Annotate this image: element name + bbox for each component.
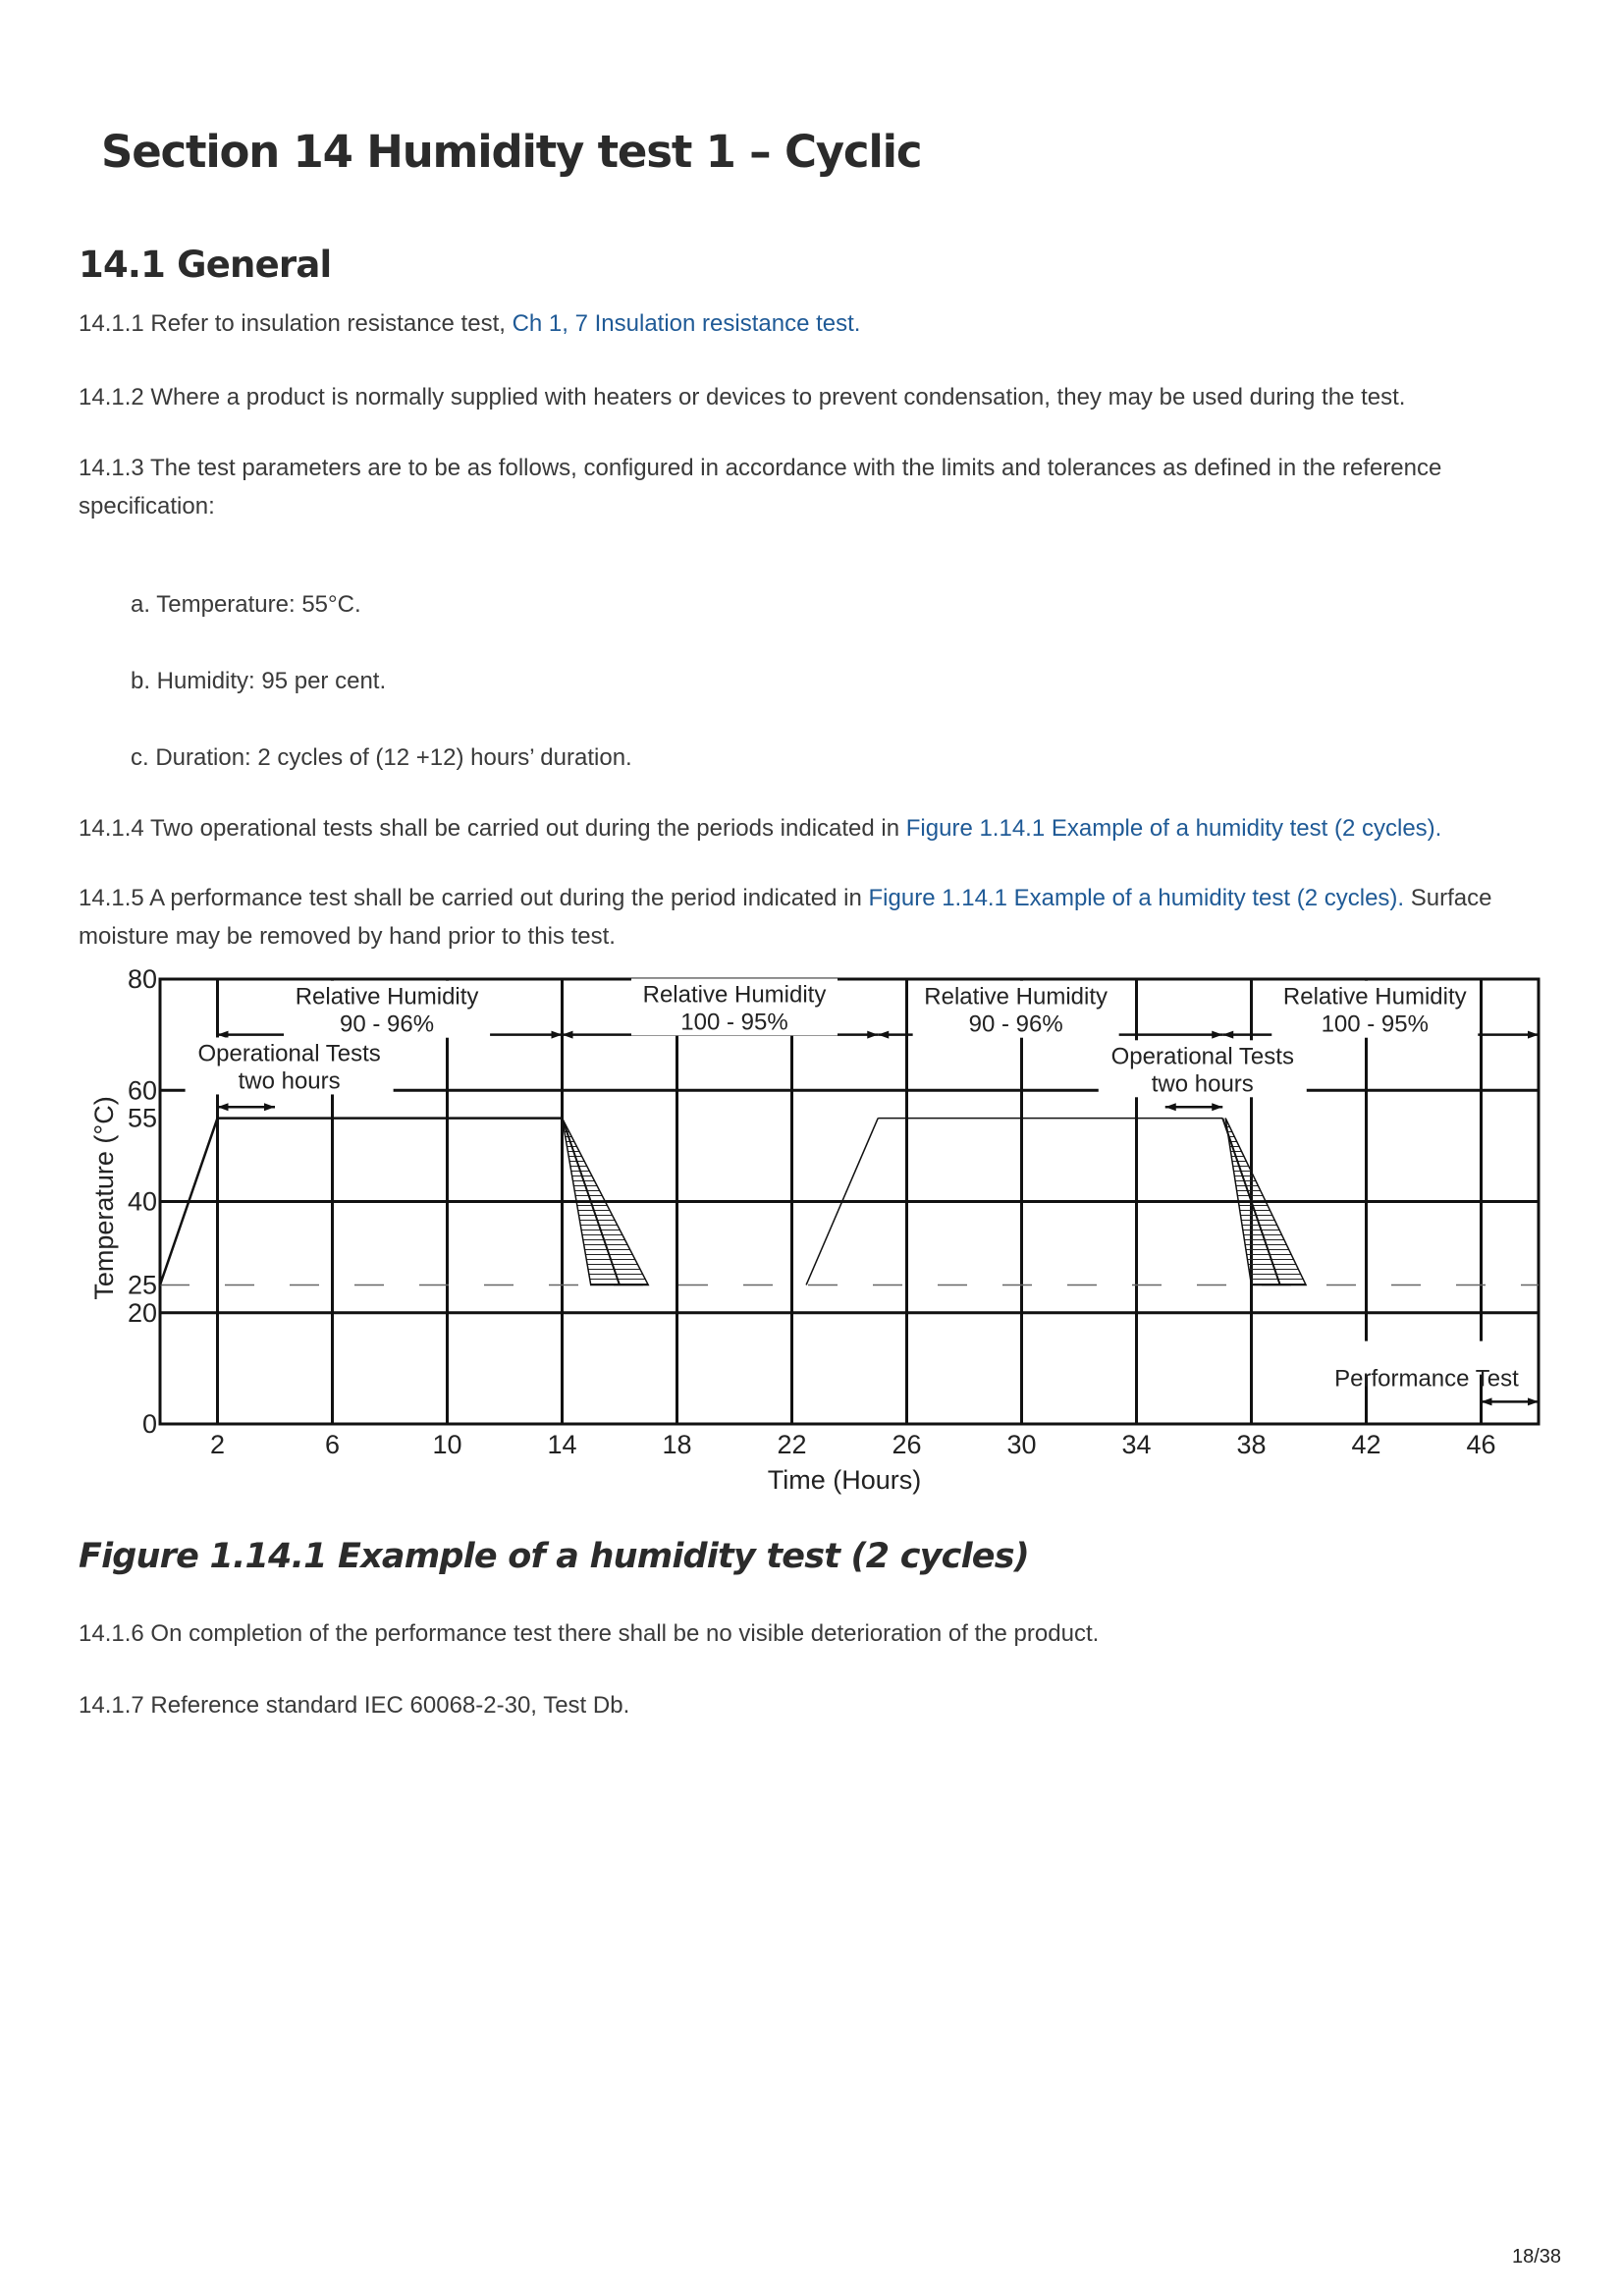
y-tick-label: 25 xyxy=(127,1270,157,1300)
rh-period-arrow-head xyxy=(552,1031,563,1039)
performance-test-arrow-head xyxy=(1528,1397,1539,1405)
paragraph-text: 14.1.5 A performance test shall be carried out during the period indicated in xyxy=(79,885,869,911)
paragraph-text: Surface xyxy=(1404,885,1492,911)
link-insulation-resistance-test[interactable]: Ch 1, 7 Insulation resistance test. xyxy=(512,310,861,337)
rh-period-arrow-head xyxy=(867,1031,878,1039)
operational-test-arrow-head xyxy=(1212,1103,1222,1111)
page-number: 18/38 xyxy=(1512,2246,1562,2268)
paragraph-text: 14.1.1 Refer to insulation resistance test, xyxy=(79,310,513,337)
rh-period-arrow-head xyxy=(1212,1031,1222,1039)
operational-test-arrow-head xyxy=(1165,1103,1176,1111)
x-tick-label: 6 xyxy=(324,1430,341,1459)
relative-humidity-label-text: 90 - 96% xyxy=(340,1011,435,1038)
relative-humidity-label-text: 100 - 95% xyxy=(680,1009,788,1036)
paragraph-14-1-4 xyxy=(79,809,1551,847)
list-item-temperature: a. Temperature: 55°C. xyxy=(131,591,361,618)
relative-humidity-label xyxy=(284,981,490,1038)
relative-humidity-label-text: 90 - 96% xyxy=(968,1011,1063,1038)
relative-humidity-label xyxy=(1271,981,1478,1038)
y-tick-label: 0 xyxy=(141,1409,157,1439)
list-item-humidity: b. Humidity: 95 per cent. xyxy=(131,668,387,694)
x-axis-label: Time (Hours) xyxy=(767,1465,922,1495)
performance-test-label-text: Performance Test xyxy=(1334,1365,1519,1393)
operational-tests-label-text: two hours xyxy=(238,1067,341,1095)
rh-period-arrow-head xyxy=(1528,1031,1539,1039)
y-axis-label: Temperature (°C) xyxy=(89,1096,119,1300)
paragraph-text: 14.1.4 Two operational tests shall be carried out during the periods indicated in xyxy=(79,815,906,842)
y-tick-label: 20 xyxy=(127,1297,157,1328)
rh-period-arrow-head xyxy=(1222,1031,1233,1039)
paragraph-14-1-1 xyxy=(79,304,1551,343)
x-tick-label: 42 xyxy=(1351,1430,1381,1459)
operational-tests-label xyxy=(186,1037,394,1094)
subsection-title: 14.1 General xyxy=(79,244,332,286)
operational-test-arrow-head xyxy=(218,1103,229,1111)
paragraph-line: moisture may be removed by hand prior to this test. xyxy=(79,923,616,950)
x-tick-label: 18 xyxy=(662,1430,692,1459)
operational-tests-label-text: two hours xyxy=(1151,1070,1254,1098)
paragraph-14-1-3 xyxy=(79,449,1551,525)
chart-annotations xyxy=(186,978,1539,1405)
humidity-test-chart xyxy=(79,967,1551,1503)
x-tick-label: 26 xyxy=(892,1430,922,1459)
operational-tests-label-text: Operational Tests xyxy=(197,1040,381,1067)
operational-test-arrow-head xyxy=(264,1103,275,1111)
x-tick-label: 38 xyxy=(1236,1430,1267,1459)
rh-period-arrow-head xyxy=(563,1031,573,1039)
x-tick-label: 10 xyxy=(432,1430,462,1459)
relative-humidity-label xyxy=(913,981,1119,1038)
x-tick-label: 14 xyxy=(547,1430,577,1459)
x-tick-label: 22 xyxy=(777,1430,807,1459)
x-tick-label: 30 xyxy=(1006,1430,1037,1459)
paragraph-line: 14.1.3 The test parameters are to be as follows, configured in accordance with the limits and tolerances as defined in the reference xyxy=(79,455,1442,481)
paragraph-14-1-2: 14.1.2 Where a product is normally supplied with heaters or devices to prevent condensation, they may be used during the test. xyxy=(79,384,1406,410)
relative-humidity-label-text: Relative Humidity xyxy=(642,981,827,1009)
x-tick-label: 2 xyxy=(209,1430,226,1459)
paragraph-14-1-5 xyxy=(79,879,1551,956)
performance-test-arrow-head xyxy=(1482,1397,1492,1405)
section-title: Section 14 Humidity test 1 – Cyclic xyxy=(101,126,922,178)
list-item-duration: c. Duration: 2 cycles of (12 +12) hours’ duration. xyxy=(131,744,632,771)
operational-tests-label xyxy=(1099,1040,1307,1097)
relative-humidity-label-text: 100 - 95% xyxy=(1321,1011,1429,1038)
paragraph-14-1-7: 14.1.7 Reference standard IEC 60068-2-30, Test Db. xyxy=(79,1692,630,1719)
link-figure-1-14-1[interactable]: Figure 1.14.1 Example of a humidity test (2 cycles). xyxy=(905,815,1442,842)
relative-humidity-label xyxy=(631,978,838,1035)
y-tick-label: 40 xyxy=(127,1186,157,1217)
paragraph-line: specification: xyxy=(79,493,215,519)
y-tick-label: 80 xyxy=(127,967,157,994)
rh-period-arrow-head xyxy=(218,1031,229,1039)
link-figure-1-14-1[interactable]: Figure 1.14.1 Example of a humidity test (2 cycles). xyxy=(868,885,1405,911)
relative-humidity-label-text: Relative Humidity xyxy=(295,983,479,1011)
operational-tests-label-text: Operational Tests xyxy=(1110,1043,1294,1070)
performance-test-label xyxy=(1331,1341,1536,1393)
paragraph-14-1-6: 14.1.6 On completion of the performance test there shall be no visible deterioration of the product. xyxy=(79,1620,1100,1647)
relative-humidity-label-text: Relative Humidity xyxy=(924,983,1108,1011)
y-tick-label: 55 xyxy=(127,1103,157,1133)
x-tick-label: 46 xyxy=(1466,1430,1496,1459)
x-tick-label: 34 xyxy=(1121,1430,1152,1459)
rh-period-arrow-head xyxy=(878,1031,889,1039)
y-tick-label: 60 xyxy=(127,1075,157,1106)
figure-caption: Figure 1.14.1 Example of a humidity test (2 cycles) xyxy=(79,1537,1029,1576)
relative-humidity-label-text: Relative Humidity xyxy=(1282,983,1467,1011)
